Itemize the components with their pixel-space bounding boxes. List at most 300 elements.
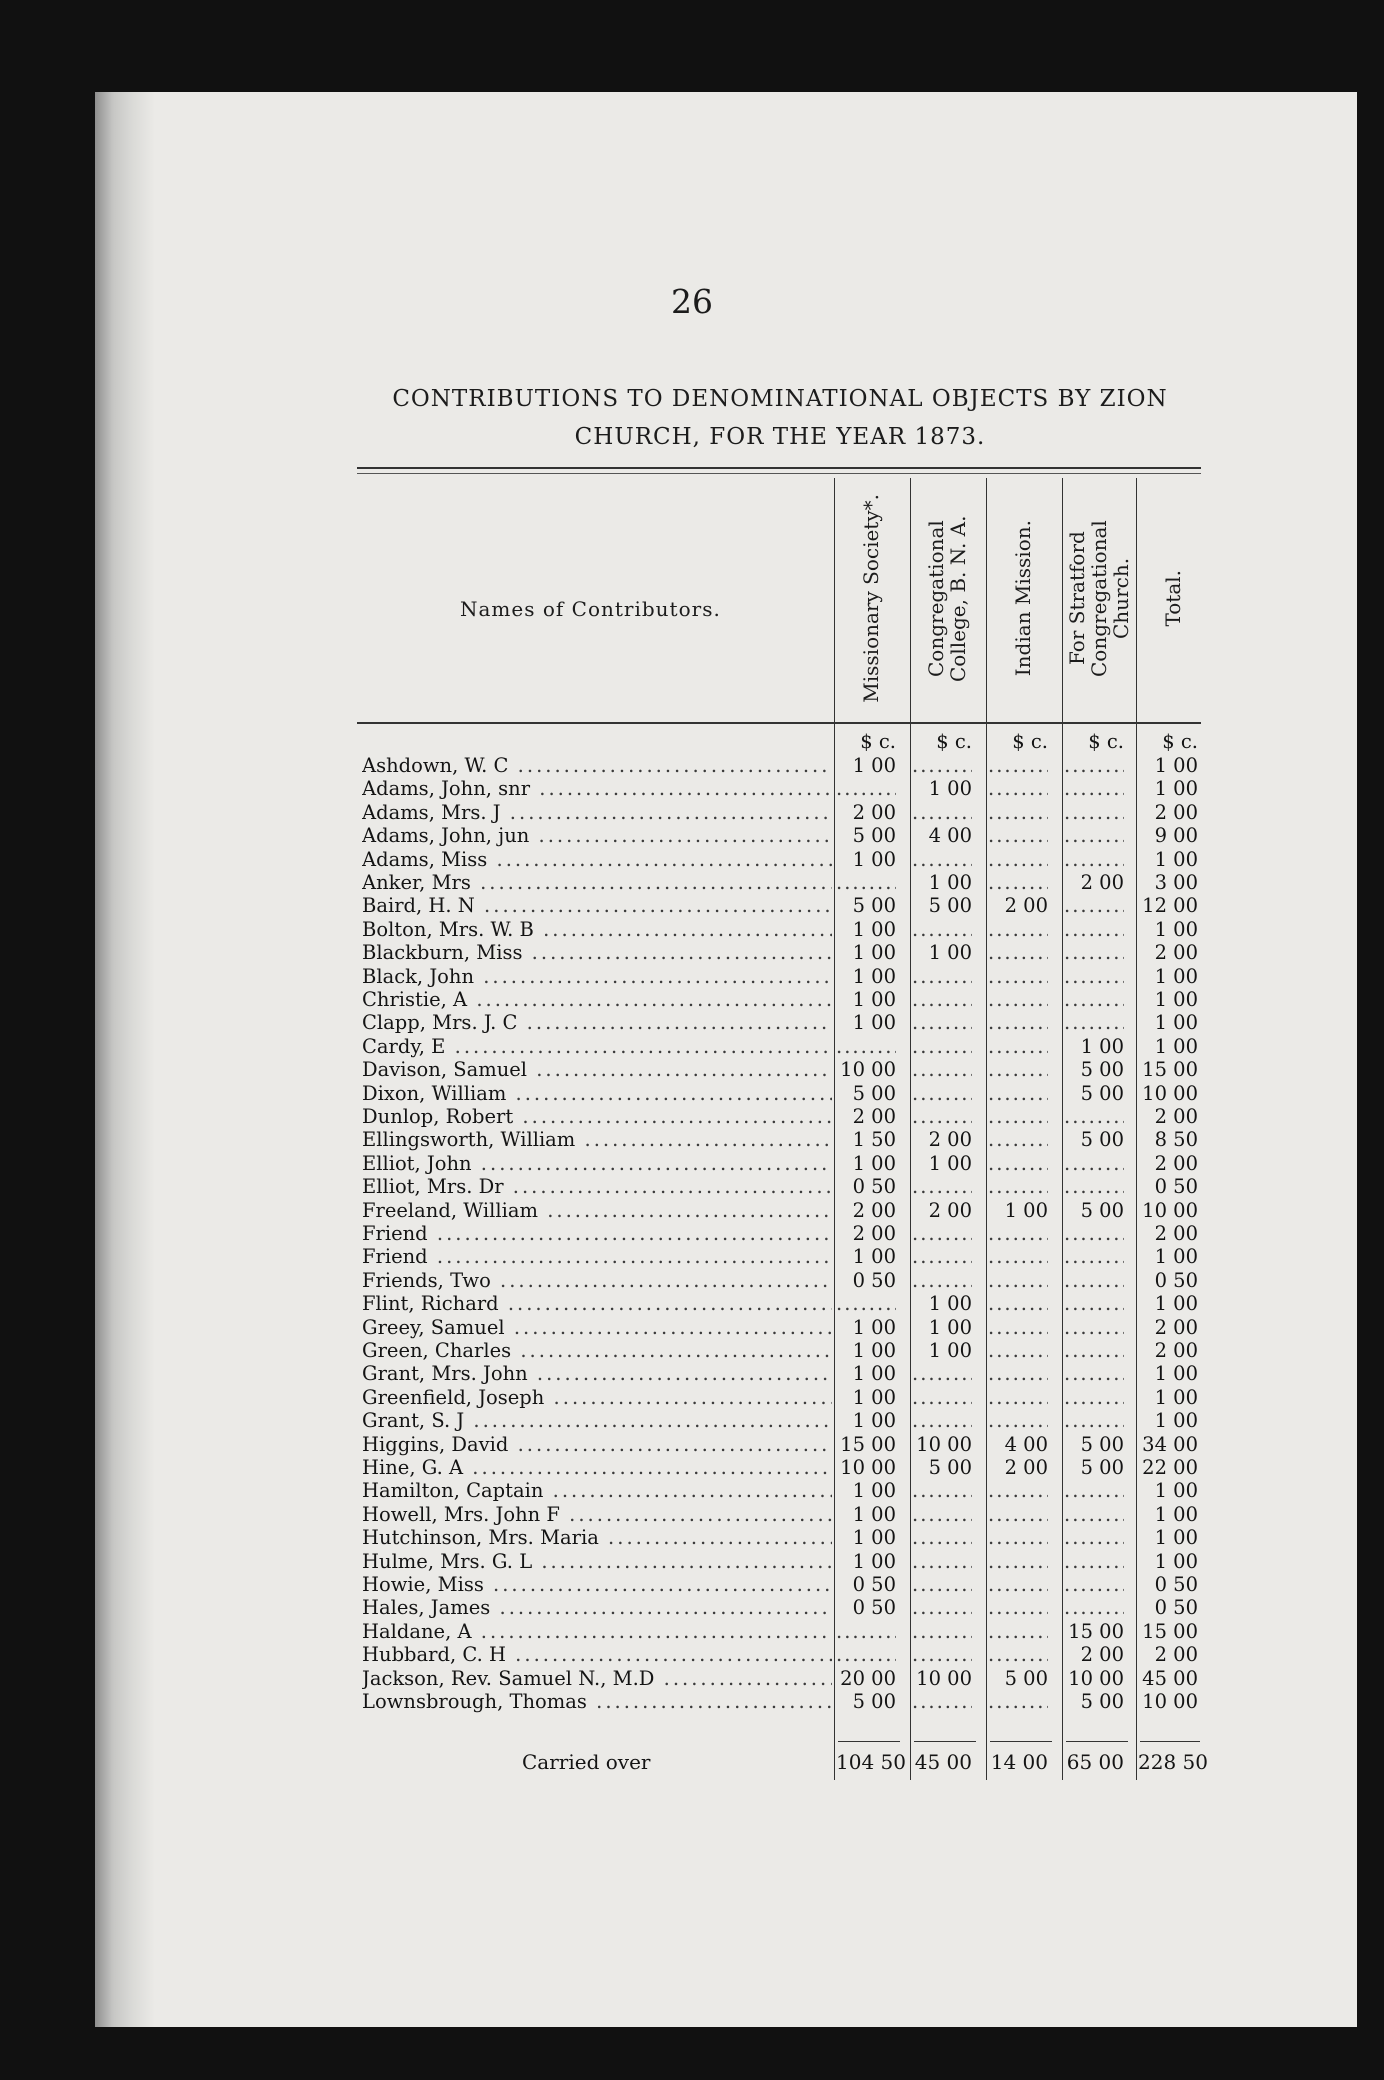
amount-cell	[1064, 777, 1124, 801]
amount-cell: 1 00	[1154, 1385, 1198, 1409]
table-row	[362, 1620, 1202, 1644]
table-row	[362, 801, 1202, 825]
amount-cell	[1064, 801, 1124, 825]
amount-cell	[988, 1128, 1048, 1152]
table-row	[362, 824, 1202, 848]
amount-cell: 2 00	[1154, 941, 1198, 965]
amount-cell: 5 00	[1004, 1666, 1048, 1690]
table-row	[362, 1222, 1202, 1246]
amount-cell: 2 00	[1154, 1222, 1198, 1245]
table-row	[362, 894, 1202, 918]
amount-cell	[836, 871, 896, 895]
contributor-name: Hales, James .....	[362, 1596, 832, 1620]
amount-cell	[912, 1245, 972, 1269]
table-row	[362, 1152, 1202, 1176]
amount-cell	[988, 754, 1048, 778]
amount-cell: 2 00	[928, 1198, 972, 1222]
table-row	[362, 1316, 1202, 1340]
contributor-name: Lownsbrough, Thomas .....	[362, 1690, 832, 1714]
table-row	[362, 1550, 1202, 1574]
amount-cell	[988, 1386, 1048, 1410]
contributor-name: Friend .....	[362, 1245, 832, 1269]
amount-cell	[912, 754, 972, 778]
amount-cell: 2 00	[1004, 1456, 1048, 1479]
amount-cell	[988, 918, 1048, 942]
amount-cell: 2 00	[1154, 1339, 1198, 1362]
table-row	[362, 1082, 1202, 1106]
amount-cell	[988, 801, 1048, 825]
amount-cell: 1 00	[852, 1151, 896, 1175]
amount-cell	[912, 1690, 972, 1714]
amount-cell: 0 50	[852, 1175, 896, 1199]
amount-cell	[988, 941, 1048, 965]
amount-cell: 10 00	[1142, 1081, 1198, 1105]
amount-cell: 1 00	[1004, 1198, 1048, 1222]
amount-cell	[988, 1292, 1048, 1316]
amount-cell	[912, 1105, 972, 1129]
amount-cell: 1 00	[852, 1526, 896, 1550]
contributor-name: Flint, Richard .....	[362, 1292, 832, 1316]
table-row	[362, 1269, 1202, 1293]
amount-cell: 5 00	[1080, 1081, 1124, 1105]
amount-cell: 0 50	[1154, 1573, 1198, 1596]
amount-cell: 2 00	[852, 1198, 896, 1222]
table-row	[362, 1690, 1202, 1714]
amount-cell	[836, 1035, 896, 1059]
amount-cell	[912, 988, 972, 1012]
table-row	[362, 1456, 1202, 1480]
amount-cell	[1064, 1222, 1124, 1246]
amount-cell	[1064, 1550, 1124, 1574]
amount-cell: 1 00	[928, 1315, 972, 1339]
contributor-name: Hamilton, Captain .....	[362, 1479, 832, 1503]
table-row	[362, 1573, 1202, 1597]
amount-cell	[912, 1035, 972, 1059]
amount-cell	[988, 1082, 1048, 1106]
amount-cell	[912, 1573, 972, 1597]
sum-rule	[914, 1741, 976, 1742]
amount-cell	[1064, 918, 1124, 942]
table-row	[362, 918, 1202, 942]
amount-cell	[988, 1620, 1048, 1644]
amount-cell	[988, 1269, 1048, 1293]
table-header-rule	[357, 722, 1201, 724]
unit-label: $ c.	[1012, 730, 1048, 753]
amount-cell	[1064, 1573, 1124, 1597]
amount-cell: 10 00	[840, 1456, 896, 1479]
amount-cell	[912, 1058, 972, 1082]
amount-cell	[988, 965, 1048, 989]
contributor-name: Elliot, Mrs. Dr .....	[362, 1175, 832, 1199]
column-header-stratford-church: For Stratford Congregational Church.	[1065, 519, 1133, 677]
amount-cell: 45 00	[1142, 1666, 1198, 1690]
amount-cell	[1064, 1503, 1124, 1527]
amount-cell	[1064, 965, 1124, 989]
amount-cell	[1064, 754, 1124, 778]
amount-cell: 10 00	[916, 1666, 972, 1690]
amount-cell	[988, 1573, 1048, 1597]
amount-cell: 1 00	[1154, 964, 1198, 988]
amount-cell	[988, 1550, 1048, 1574]
amount-cell	[1064, 1292, 1124, 1316]
table-row	[362, 1479, 1202, 1503]
amount-cell	[912, 1362, 972, 1386]
amount-cell	[912, 1386, 972, 1410]
amount-cell: 20 00	[840, 1666, 896, 1690]
amount-cell	[1064, 1105, 1124, 1129]
amount-cell: 2 00	[1154, 1643, 1198, 1667]
carried-over-stratford: 65 00	[1066, 1750, 1124, 1774]
contributor-name: Adams, John, jun .....	[362, 824, 832, 848]
amount-cell: 1 00	[852, 1011, 896, 1035]
table-row	[362, 1433, 1202, 1457]
amount-cell: 1 00	[852, 964, 896, 988]
unit-label: $ c.	[1162, 730, 1198, 753]
contributor-name: Grant, Mrs. John .....	[362, 1362, 832, 1386]
carried-over-row	[362, 1748, 1208, 1776]
amount-cell: 10 00	[1142, 1690, 1198, 1713]
amount-cell	[836, 1292, 896, 1316]
amount-cell	[988, 1175, 1048, 1199]
contributor-name: Hine, G. A .....	[362, 1456, 832, 1480]
table-row	[362, 1199, 1202, 1223]
amount-cell: 10 00	[840, 1058, 896, 1082]
table-row	[362, 1526, 1202, 1550]
table-row	[362, 988, 1202, 1012]
amount-cell	[988, 1526, 1048, 1550]
amount-cell: 1 00	[928, 941, 972, 965]
amount-cell: 1 00	[928, 871, 972, 894]
amount-cell: 1 00	[1154, 988, 1198, 1011]
amount-cell: 1 00	[1154, 1011, 1198, 1035]
amount-cell	[836, 777, 896, 801]
title-line-2: CHURCH, FOR THE YEAR 1873.	[574, 424, 986, 450]
amount-cell: 1 00	[852, 847, 896, 871]
amount-cell	[1064, 848, 1124, 872]
contributor-name: Baird, H. N .....	[362, 894, 832, 918]
amount-cell: 0 50	[1154, 1596, 1198, 1620]
contributor-name: Friend .....	[362, 1222, 832, 1246]
amount-cell: 5 00	[852, 1690, 896, 1713]
carried-over-label: Carried over	[522, 1750, 651, 1774]
amount-cell: 1 00	[928, 1151, 972, 1175]
amount-cell	[912, 918, 972, 942]
amount-cell	[912, 801, 972, 825]
title-line-1: CONTRIBUTIONS TO DENOMINATIONAL OBJECTS BY ZION	[392, 386, 1168, 412]
sum-rule	[1140, 1741, 1200, 1742]
amount-cell	[1064, 1362, 1124, 1386]
amount-cell	[988, 824, 1048, 848]
amount-cell	[1064, 988, 1124, 1012]
contributor-name: Blackburn, Miss .....	[362, 941, 832, 965]
amount-cell	[1064, 1175, 1124, 1199]
unit-label: $ c.	[936, 730, 972, 753]
amount-cell: 0 50	[1154, 1268, 1198, 1292]
amount-cell: 1 00	[852, 754, 896, 777]
amount-cell	[988, 1643, 1048, 1667]
table-row	[362, 1596, 1202, 1620]
amount-cell: 0 50	[852, 1596, 896, 1620]
amount-cell: 2 00	[1154, 800, 1198, 824]
amount-cell	[988, 1011, 1048, 1035]
amount-cell	[912, 1526, 972, 1550]
contributor-name: Cardy, E .....	[362, 1035, 832, 1059]
amount-cell: 1 00	[852, 917, 896, 941]
sum-rule	[1066, 1741, 1128, 1742]
amount-cell: 0 50	[852, 1573, 896, 1596]
amount-cell: 1 00	[852, 941, 896, 965]
amount-cell	[836, 1643, 896, 1667]
amount-cell: 15 00	[840, 1432, 896, 1456]
amount-cell	[1064, 1409, 1124, 1433]
contributor-name: Greenfield, Joseph .....	[362, 1386, 832, 1410]
amount-cell: 1 00	[1154, 754, 1198, 777]
amount-cell: 1 00	[1154, 917, 1198, 941]
table-row	[362, 1035, 1202, 1059]
amount-cell: 9 00	[1154, 824, 1198, 848]
table-row	[362, 965, 1202, 989]
amount-cell: 5 00	[852, 1081, 896, 1105]
amount-cell: 2 00	[1080, 1643, 1124, 1667]
contributor-name: Freeland, William .....	[362, 1199, 832, 1223]
amount-cell: 15 00	[1142, 1058, 1198, 1082]
amount-cell	[1064, 1316, 1124, 1340]
unit-label: $ c.	[860, 730, 896, 753]
amount-cell	[1064, 894, 1124, 918]
contributor-name: Black, John .....	[362, 965, 832, 989]
contributor-name: Adams, Miss .....	[362, 848, 832, 872]
amount-cell	[988, 1479, 1048, 1503]
contributor-name: Anker, Mrs .....	[362, 871, 832, 895]
amount-cell: 2 00	[852, 1105, 896, 1128]
amount-cell: 1 00	[852, 1502, 896, 1526]
amount-cell	[988, 988, 1048, 1012]
amount-cell	[912, 1409, 972, 1433]
page-title	[345, 380, 1215, 456]
amount-cell	[988, 1690, 1048, 1714]
amount-cell: 2 00	[1154, 1315, 1198, 1339]
amount-cell	[1064, 1596, 1124, 1620]
amount-cell: 5 00	[1080, 1128, 1124, 1152]
unit-label: $ c.	[1088, 730, 1124, 753]
contributor-name: Adams, John, snr .....	[362, 777, 832, 801]
amount-cell: 12 00	[1142, 894, 1198, 918]
amount-cell	[988, 1245, 1048, 1269]
amount-cell	[912, 1643, 972, 1667]
amount-cell: 1 00	[1154, 1409, 1198, 1433]
amount-cell	[988, 1058, 1048, 1082]
contributor-name: Friends, Two .....	[362, 1269, 832, 1293]
contributor-name: Hulme, Mrs. G. L .....	[362, 1550, 832, 1574]
contributor-name: Christie, A .....	[362, 988, 832, 1012]
amount-cell	[988, 1596, 1048, 1620]
amount-cell	[1064, 1479, 1124, 1503]
sum-rule	[990, 1741, 1052, 1742]
amount-cell: 2 00	[1080, 871, 1124, 894]
contributor-name: Haldane, A .....	[362, 1620, 832, 1644]
amount-cell	[988, 1339, 1048, 1363]
table-row	[362, 1667, 1202, 1691]
amount-cell: 1 00	[928, 1339, 972, 1362]
amount-cell: 2 00	[928, 1128, 972, 1152]
amount-cell	[912, 1011, 972, 1035]
amount-cell: 1 00	[1154, 1502, 1198, 1526]
amount-cell	[912, 1175, 972, 1199]
amount-cell: 10 00	[1142, 1198, 1198, 1222]
page-number: 26	[671, 282, 713, 321]
carried-over-college: 45 00	[914, 1750, 972, 1774]
contributor-name: Howie, Miss .....	[362, 1573, 832, 1597]
contributor-name: Elliot, John .....	[362, 1152, 832, 1176]
amount-cell: 4 00	[928, 824, 972, 848]
amount-cell	[912, 1479, 972, 1503]
amount-cell: 1 00	[1080, 1034, 1124, 1058]
amount-cell	[988, 848, 1048, 872]
table-row	[362, 777, 1202, 801]
amount-cell	[1064, 1152, 1124, 1176]
amount-cell	[912, 1503, 972, 1527]
contributor-name: Davison, Samuel .....	[362, 1058, 832, 1082]
contributor-name: Hubbard, C. H .....	[362, 1643, 832, 1667]
amount-cell	[1064, 1339, 1124, 1363]
contributor-name: Ellingsworth, William .....	[362, 1128, 832, 1152]
amount-cell	[988, 1105, 1048, 1129]
contributor-name: Dixon, William .....	[362, 1082, 832, 1106]
amount-cell: 1 50	[852, 1128, 896, 1152]
units-row	[362, 730, 1202, 754]
amount-cell	[1064, 1269, 1124, 1293]
contributor-name: Adams, Mrs. J .....	[362, 801, 832, 825]
amount-cell: 22 00	[1142, 1456, 1198, 1479]
amount-cell: 2 00	[1154, 1105, 1198, 1128]
amount-cell	[1064, 941, 1124, 965]
amount-cell: 15 00	[1142, 1619, 1198, 1643]
table-row	[362, 1011, 1202, 1035]
amount-cell	[912, 1596, 972, 1620]
amount-cell: 1 00	[852, 1362, 896, 1386]
amount-cell	[836, 1620, 896, 1644]
amount-cell: 1 00	[1154, 847, 1198, 871]
amount-cell: 1 00	[852, 1339, 896, 1362]
carried-over-total: 228 50	[1138, 1750, 1208, 1774]
amount-cell	[1064, 824, 1124, 848]
amount-cell: 5 00	[852, 894, 896, 918]
amount-cell: 5 00	[928, 1456, 972, 1479]
amount-cell	[912, 1222, 972, 1246]
table-row	[362, 1175, 1202, 1199]
amount-cell: 8 50	[1154, 1128, 1198, 1152]
table-row	[362, 1128, 1202, 1152]
amount-cell: 1 00	[1154, 1479, 1198, 1503]
amount-cell	[988, 1152, 1048, 1176]
amount-cell: 1 00	[852, 1409, 896, 1433]
contributor-name: Grant, S. J .....	[362, 1409, 832, 1433]
contributor-name: Clapp, Mrs. J. C .....	[362, 1011, 832, 1035]
contributor-name: Howell, Mrs. John F .....	[362, 1503, 832, 1527]
amount-cell	[988, 871, 1048, 895]
table-top-rule	[357, 467, 1201, 474]
amount-cell: 4 00	[1004, 1432, 1048, 1456]
amount-cell: 0 50	[852, 1268, 896, 1292]
amount-cell: 34 00	[1142, 1432, 1198, 1456]
amount-cell: 1 00	[928, 1292, 972, 1316]
contributor-name: Jackson, Rev. Samuel N., M.D .....	[362, 1667, 832, 1691]
amount-cell: 1 00	[852, 1385, 896, 1409]
amount-cell: 1 00	[1154, 1245, 1198, 1269]
amount-cell: 2 00	[1154, 1151, 1198, 1175]
carried-over-indian: 14 00	[990, 1750, 1048, 1774]
amount-cell	[988, 777, 1048, 801]
amount-cell	[912, 1082, 972, 1106]
amount-cell: 1 00	[928, 777, 972, 801]
amount-cell	[1064, 1245, 1124, 1269]
contributor-name: Higgins, David .....	[362, 1433, 832, 1457]
amount-cell	[988, 1362, 1048, 1386]
amount-cell	[912, 1269, 972, 1293]
table-row	[362, 848, 1202, 872]
table-row	[362, 1292, 1202, 1316]
amount-cell: 10 00	[1068, 1666, 1124, 1690]
amount-cell: 5 00	[852, 824, 896, 848]
amount-cell: 5 00	[1080, 1456, 1124, 1479]
amount-cell: 3 00	[1154, 871, 1198, 894]
contributor-name: Ashdown, W. C .....	[362, 754, 832, 778]
amount-cell: 5 00	[1080, 1690, 1124, 1713]
amount-cell	[1064, 1386, 1124, 1410]
contributor-name: Greey, Samuel .....	[362, 1316, 832, 1340]
amount-cell: 2 00	[1004, 894, 1048, 918]
contributor-name: Hutchinson, Mrs. Maria .....	[362, 1526, 832, 1550]
amount-cell: 1 00	[1154, 777, 1198, 801]
amount-cell: 1 00	[852, 1245, 896, 1269]
contributor-name: Green, Charles .....	[362, 1339, 832, 1363]
table-row	[362, 871, 1202, 895]
amount-cell: 5 00	[928, 894, 972, 918]
amount-cell	[988, 1316, 1048, 1340]
table-row	[362, 1058, 1202, 1082]
contributor-name: Dunlop, Robert .....	[362, 1105, 832, 1129]
amount-cell: 1 00	[1154, 1549, 1198, 1573]
amount-cell: 1 00	[1154, 1362, 1198, 1386]
column-header-congregational-college: Congregational College, B. N. A.	[924, 514, 970, 682]
table-row	[362, 1643, 1202, 1667]
amount-cell: 1 00	[852, 988, 896, 1011]
amount-cell: 1 00	[852, 1549, 896, 1573]
amount-cell: 5 00	[1080, 1198, 1124, 1222]
amount-cell: 10 00	[916, 1432, 972, 1456]
amount-cell	[1064, 1011, 1124, 1035]
amount-cell: 15 00	[1068, 1619, 1124, 1643]
amount-cell	[988, 1222, 1048, 1246]
contributor-name: Bolton, Mrs. W. B .....	[362, 918, 832, 942]
table-row	[362, 941, 1202, 965]
amount-cell: 1 00	[1154, 1292, 1198, 1316]
amount-cell: 0 50	[1154, 1175, 1198, 1199]
amount-cell: 5 00	[1080, 1058, 1124, 1082]
amount-cell	[988, 1503, 1048, 1527]
table-row	[362, 1503, 1202, 1527]
column-header-missionary-society: Missionary Society*.	[859, 493, 883, 703]
amount-cell: 5 00	[1080, 1432, 1124, 1456]
column-header-indian-mission: Indian Mission.	[1011, 519, 1035, 677]
amount-cell: 1 00	[1154, 1526, 1198, 1550]
table-row	[362, 1105, 1202, 1129]
table-row	[362, 754, 1202, 778]
amount-cell	[988, 1409, 1048, 1433]
column-header-total: Total.	[1161, 569, 1185, 627]
table-row	[362, 1339, 1202, 1363]
table-row	[362, 1409, 1202, 1433]
